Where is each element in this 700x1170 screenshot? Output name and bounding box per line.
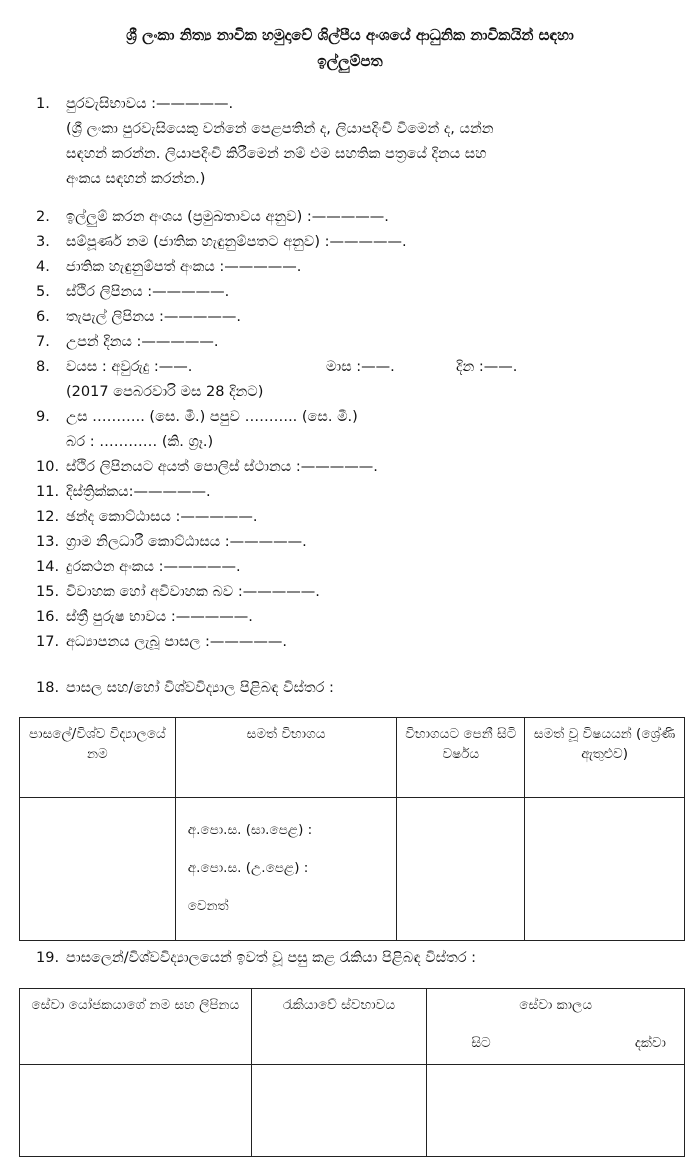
item-6: 6. තැපැල් ලිපිනය :—————.: [36, 309, 242, 325]
item-15: 15. විවාහක හෝ අවිවාහක බව :—————.: [36, 584, 320, 600]
exam-year-cell[interactable]: [397, 798, 525, 941]
service-period-cell[interactable]: [427, 1065, 685, 1157]
item-2: 2. ඉල්ලුම් කරන අංශය (ප්‍රමුඛතාවය අනුව) :—————.: [36, 209, 389, 225]
item-1-note-3: අංකය සඳහන් කරන්න.): [66, 171, 206, 187]
exam-option-al: අ.පො.ස. (උ.පෙළ) :: [187, 860, 309, 876]
item-12: 12. ඡන්ද කොට්ඨාසය :—————.: [36, 509, 258, 525]
employment-table-header: රැකියාවේ ස්වභාවය: [251, 989, 427, 1065]
education-table-header-row: [20, 718, 685, 798]
title-line-2: ඉල්ලුම්පත: [317, 52, 383, 70]
item-19: 19. පාසලෙන්/විශ්වවිද්‍යාලයෙන් ඉවත් වූ පසු කළ රැකියා පිළිබඳ විස්තර :: [36, 950, 477, 966]
education-table-header: සමත් විභාගය: [175, 718, 397, 798]
exam-options-cell[interactable]: [175, 798, 397, 941]
period-from-label: සිට: [471, 1035, 491, 1051]
title-line-1: ශ්‍රී ලංකා නිත්‍ය නාවික හමුදාවේ ශිල්පීය අංශයේ ආධුනික නාවිකයින් සඳහා: [126, 26, 574, 44]
employment-table-header: සේවා යෝජකයාගේ නම සහ ලිපිනය: [20, 989, 252, 1065]
item-13: 13. ග්‍රාම නිලධාරී කොට්ඨාසය :—————.: [36, 534, 307, 550]
table-row: [20, 1065, 685, 1157]
item-8: 8. වයස : අවුරුදු :——. මාස :——. දින :——.: [36, 355, 636, 380]
education-table: [19, 717, 685, 941]
item-17: 17. අධ්‍යාපනය ලැබූ පාසල :—————.: [36, 634, 288, 650]
item-1-note-2: සඳහන් කරන්න. ලියාපදිංචි කිරීමෙන් නම් එම සහතික පත්‍රයේ දිනය සහ: [66, 146, 487, 162]
employment-table: [19, 988, 685, 1157]
school-name-cell[interactable]: [20, 798, 176, 941]
item-4: 4. ජාතික හැඳුනුම්පත් අංකය :—————.: [36, 259, 302, 275]
form-title: [20, 22, 680, 74]
item-18: 18. පාසල සහ/හෝ විශ්වවිද්‍යාල පිළිබඳ විස්තර :: [36, 680, 334, 696]
exam-option-ol: අ.පො.ස. (සා.පෙළ) :: [187, 822, 313, 838]
subjects-cell[interactable]: [525, 798, 685, 941]
employment-table-header-row: [20, 989, 685, 1065]
item-16: 16. ස්ත්‍රී පුරුෂ භාවය :—————.: [36, 609, 253, 625]
item-8-age: වයස : අවුරුදු :——.: [66, 359, 193, 375]
item-10: 10. ස්ථිර ලිපිනයට අයත් පොලිස් ස්ථානය :—————.: [36, 459, 378, 475]
employer-cell[interactable]: [20, 1065, 252, 1157]
item-1: 1. පුරවැසිභාවය :—————.: [36, 96, 234, 112]
exam-option-other: වෙනත්: [187, 898, 229, 914]
item-1-note-1: (ශ්‍රී ලංකා පුරවැසියෙකු වන්නේ පෙළපතින් ද, ලියාපදිංචි වීමෙන් ද, යන්න: [66, 121, 494, 137]
item-7: 7. උපන් දිනය :—————.: [36, 334, 219, 350]
item-9: 9. උස ……….. (සෙ. මී.) පපුව ……….. (සෙ. මී.): [36, 409, 358, 425]
job-nature-cell[interactable]: [251, 1065, 427, 1157]
service-period-header: සේවා කාලය සිට දක්වා: [427, 989, 685, 1065]
item-5: 5. ස්ථිර ලිපිනය :—————.: [36, 284, 230, 300]
item-11: 11. දිස්ත්‍රික්කය:—————.: [36, 484, 211, 500]
item-8-day: දින :——.: [456, 359, 518, 375]
table-row: [20, 798, 685, 941]
item-9-weight: බර : ………… (කි. ග්‍රෑ.): [66, 434, 214, 450]
education-table-header: සමත් වූ විෂයයන් (ශ්‍රේණි ඇතුළුව): [525, 718, 685, 798]
education-table-header: පාසලේ/විශ්ව විද්‍යාලයේ නම: [20, 718, 176, 798]
item-14: 14. දුරකථන අංකය :—————.: [36, 559, 241, 575]
item-8-month: මාස :——.: [326, 359, 395, 375]
item-3: 3. සම්පූර්ණ නම (ජාතික හැඳුනුම්පතට අනුව) :—————.: [36, 234, 407, 250]
item-1-label: පුරවැසිභාවය :—————.: [66, 96, 234, 112]
education-table-header: විභාගයට පෙනී සිටි වර්ෂය: [397, 718, 525, 798]
item-8-note: (2017 පෙබරවාරි මස 28 දිනට): [66, 384, 264, 400]
period-to-label: දක්වා: [634, 1035, 666, 1051]
